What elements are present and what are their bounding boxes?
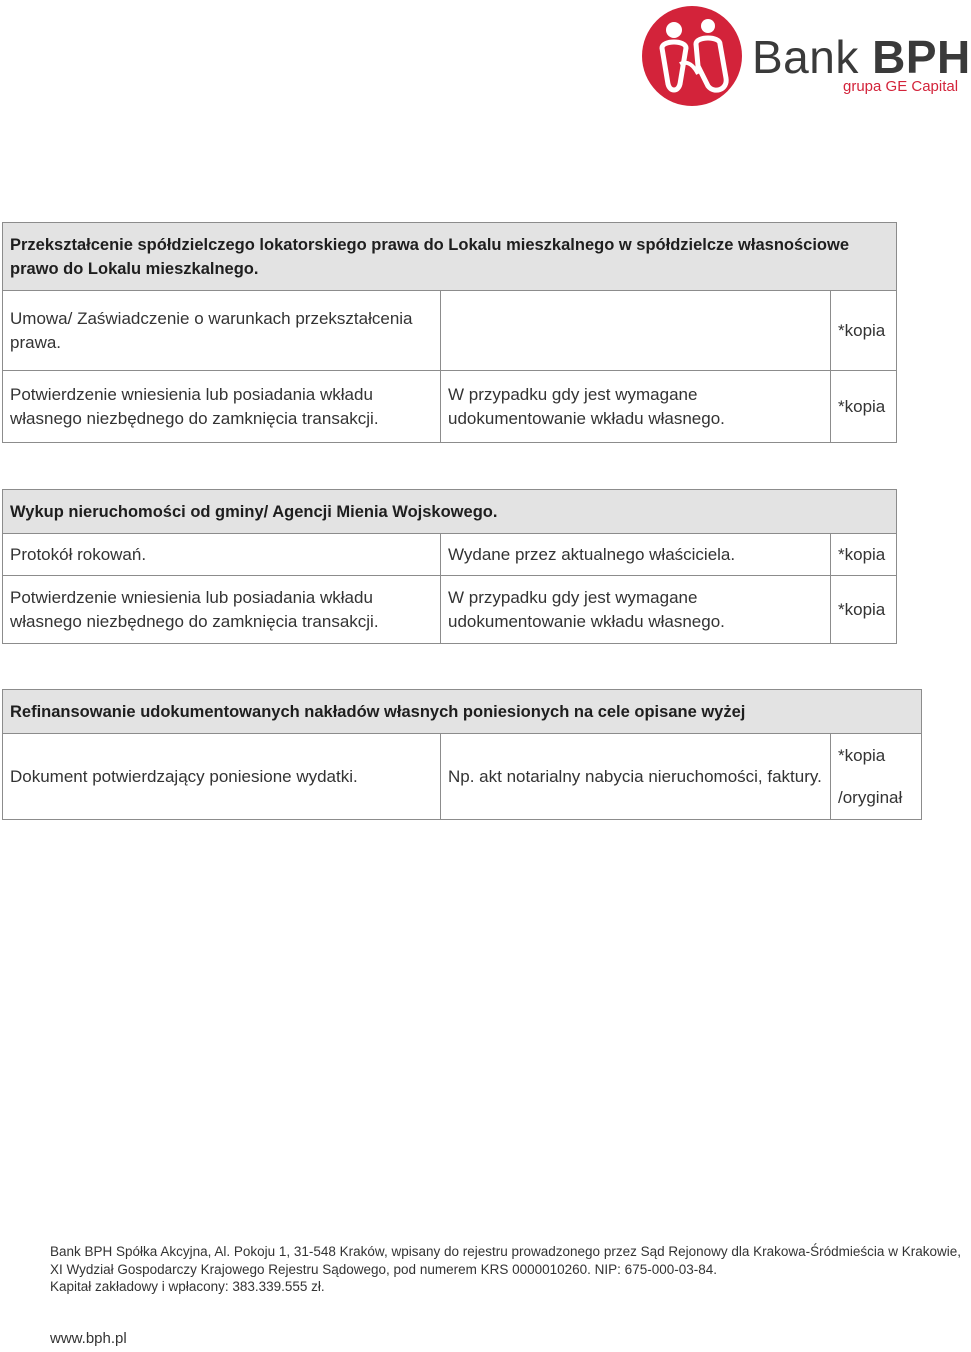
document-cell: Dokument potwierdzający poniesione wydatki. [3,734,441,820]
note-cell: Np. akt notarialny nabycia nieruchomości, faktury. [441,734,831,820]
bank-bph-logo [640,4,971,108]
form-copy-label: *kopia [838,745,886,765]
legal-footer [50,1243,960,1296]
form-original-label: /oryginał [838,787,903,807]
table-refinansowanie [2,689,922,820]
document-cell: Protokół rokowań. [3,534,441,576]
table-row [3,534,897,576]
note-cell: W przypadku gdy jest wymagane udokumentowanie wkładu własnego. [441,576,831,644]
bank-bph-emblem-icon [640,4,744,108]
website-link[interactable]: www.bph.pl [50,1330,127,1347]
section-heading: Refinansowanie udokumentowanych nakładów własnych poniesionych na cele opisane wyżej [3,690,922,734]
logo-wordmark: Bank BPH [752,31,971,83]
footer-line: XI Wydział Gospodarczy Krajowego Rejestru Sądowego, pod numerem KRS 0000010260. NIP: 675-000-03-84. [50,1261,718,1277]
table-lokatorskie-przeksztalcenie [2,222,897,443]
form-cell [831,734,922,820]
table-row [3,734,922,820]
document-cell: Umowa/ Zaświadczenie o warunkach przekształcenia prawa. [3,291,441,371]
footer-line: Bank BPH Spółka Akcyjna, Al. Pokoju 1, 31-548 Kraków, wpisany do rejestru prowadzonego przez Sąd Rejonowy dla Krakowa-Śródmieścia w Krakowie, [50,1244,961,1259]
note-cell [441,291,831,371]
logo-subtitle: grupa GE Capital [843,78,959,95]
note-cell: Wydane przez aktualnego właściciela. [441,534,831,576]
section-heading: Wykup nieruchomości od gminy/ Agencji Mienia Wojskowego. [3,490,897,534]
table-wykup-nieruchomosci [2,489,897,644]
table-row [3,576,897,644]
form-cell: *kopia [831,534,897,576]
document-cell: Potwierdzenie wniesienia lub posiadania wkładu własnego niezbędnego do zamknięcia transakcji. [3,576,441,644]
form-cell: *kopia [831,576,897,644]
note-cell: W przypadku gdy jest wymagane udokumentowanie wkładu własnego. [441,371,831,443]
footer-line: Kapitał zakładowy i wpłacony: 383.339.555 zł. [50,1279,325,1294]
form-cell: *kopia [831,291,897,371]
table-row [3,291,897,371]
form-cell: *kopia [831,371,897,443]
section-heading: Przekształcenie spółdzielczego lokatorskiego prawa do Lokalu mieszkalnego w spółdzielcze własnościowe prawo do Lokalu mieszkalnego. [3,223,897,291]
table-row [3,371,897,443]
document-cell: Potwierdzenie wniesienia lub posiadania wkładu własnego niezbędnego do zamknięcia transakcji. [3,371,441,443]
